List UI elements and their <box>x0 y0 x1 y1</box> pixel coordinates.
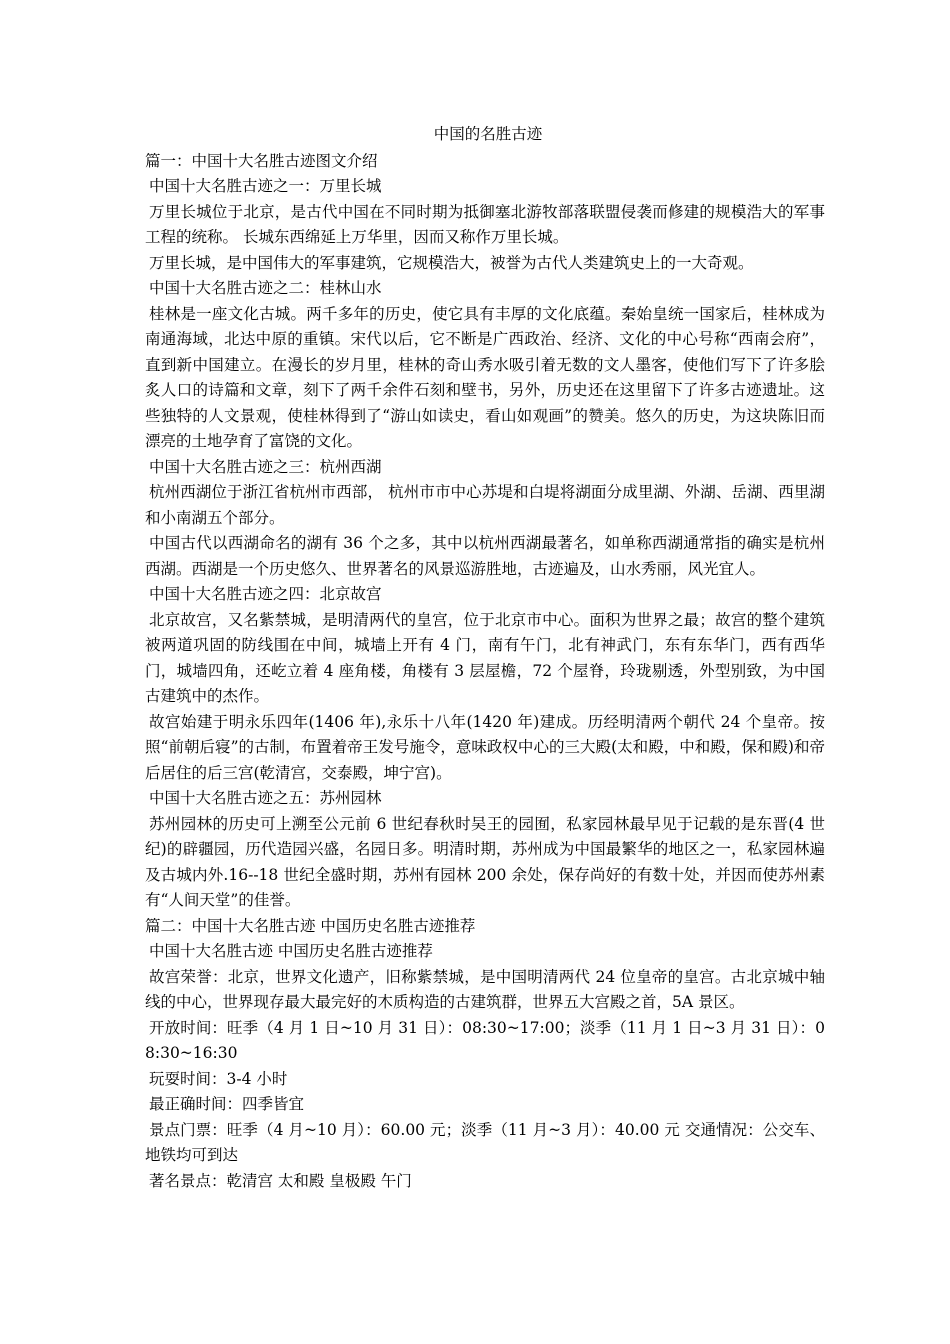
paragraph-best-time: 最正确时间：四季皆宜 <box>149 1095 305 1113</box>
paragraph-part2-subheading: 中国十大名胜古迹 中国历史名胜古迹推荐 <box>149 942 433 960</box>
paragraph-heading-guilin: 中国十大名胜古迹之二：桂林山水 <box>149 279 382 297</box>
paragraph-part2-heading: 篇二：中国十大名胜古迹 中国历史名胜古迹推荐 <box>145 916 476 935</box>
paragraph-forbidden-city-layout: 北京故宫，又名紫禁城，是明清两代的皇宫，位于北京市中心。面积为世界之最；故宫的整个建筑被两道巩固的防线围在中间，城墙上开有 4 门，南有午门，北有神武门，东有东华门，西有西华门，城墙四角，还屹立着 4 座角楼，角楼有 3 层屋檐，72 个屋脊，玲珑剔透，外型别致，为中国古建筑中的杰作。 <box>145 610 825 705</box>
paragraph-suzhou-gardens-history: 苏州园林的历史可上溯至公元前 6 世纪春秋时吴王的园囿，私家园林最早见于记载的是东晋(4 世纪)的辟疆园，历代造园兴盛，名园日多。明清时期，苏州成为中国最繁华的地区之一，私家园林遍及古城内外.16--18 世纪全盛时期，苏州有园林 200 余处，保存尚好的有数十处，并因而使苏州素有“人间天堂”的佳誉。 <box>145 814 825 909</box>
paragraph-palace-honors: 故宫荣誉：北京，世界文化遗产，旧称紫禁城，是中国明清两代 24 位皇帝的皇宫。古北京城中轴线的中心，世界现存最大最完好的木质构造的古建筑群，世界五大宫殿之首，5A 景区。 <box>145 967 825 1011</box>
paragraph-great-wall-wonder: 万里长城，是中国伟大的军事建筑，它规模浩大，被誉为古代人类建筑史上的一大奇观。 <box>149 253 754 272</box>
paragraph-heading-great-wall: 中国十大名胜古迹之一：万里长城 <box>149 177 382 195</box>
paragraph-visit-duration: 玩耍时间：3-4 小时 <box>149 1069 288 1088</box>
paragraph-heading-west-lake: 中国十大名胜古迹之三：杭州西湖 <box>149 457 382 476</box>
paragraph-tickets-transport: 景点门票：旺季（4 月~10 月）：60.00 元；淡季（11 月~3 月）：40.00 元 交通情况：公交车、地铁均可到达 <box>145 1120 825 1164</box>
paragraph-heading-suzhou-gardens: 中国十大名胜古迹之五：苏州园林 <box>149 789 382 807</box>
document-title: 中国的名胜古迹 <box>433 125 543 143</box>
paragraph-west-lake-location: 杭州西湖位于浙江省杭州市西部， 杭州市市中心苏堤和白堤将湖面分成里湖、外湖、岳湖、西里湖和小南湖五个部分。 <box>145 483 825 527</box>
paragraph-part1-heading: 篇一：中国十大名胜古迹图文介绍 <box>145 151 378 170</box>
paragraph-great-wall-intro: 万里长城位于北京，是古代中国在不同时期为抵御塞北游牧部落联盟侵袭而修建的规模浩大的军事工程的统称。 长城东西绵延上万华里，因而又称作万里长城。 <box>145 202 825 246</box>
paragraph-guilin-history: 桂林是一座文化古城。两千多年的历史，使它具有丰厚的文化底蕴。秦始皇统一国家后，桂林成为南通海域，北达中原的重镇。宋代以后，它不断是广西政治、经济、文化的中心号称“西南会府”，直到新中国建立。在漫长的岁月里，桂林的奇山秀水吸引着无数的文人墨客，使他们写下了许多脍炙人口的诗篇和文章，刻下了两千余件石刻和壁书，另外，历史还在这里留下了许多古迹遗址。这些独特的人文景观，使桂林得到了“游山如读史，看山如观画”的赞美。悠久的历史，为这块陈旧而漂亮的土地孕育了富饶的文化。 <box>145 304 825 450</box>
paragraph-forbidden-city-history: 故宫始建于明永乐四年(1406 年),永乐十八年(1420 年)建成。历经明清两个朝代 24 个皇帝。按照“前朝后寝”的古制，布置着帝王发号施令，意味政权中心的三大殿(太和殿，中和殿，保和殿)和帝后居住的后三宫(乾清宫，交泰殿，坤宁宫)。 <box>145 712 825 782</box>
paragraph-heading-forbidden-city: 中国十大名胜古迹之四：北京故宫 <box>149 585 382 603</box>
paragraph-famous-sights: 著名景点：乾清宫 太和殿 皇极殿 午门 <box>149 1171 412 1190</box>
paragraph-west-lake-fame: 中国古代以西湖命名的湖有 36 个之多，其中以杭州西湖最著名，如单称西湖通常指的确实是杭州西湖。西湖是一个历史悠久、世界著名的风景巡游胜地，古迹遍及，山水秀丽，风光宜人。 <box>145 534 825 578</box>
paragraph-opening-hours: 开放时间：旺季（4 月 1 日~10 月 31 日）：08:30~17:00；淡季（11 月 1 日~3 月 31 日）：08:30~16:30 <box>145 1018 825 1062</box>
document-page <box>145 122 825 1194</box>
